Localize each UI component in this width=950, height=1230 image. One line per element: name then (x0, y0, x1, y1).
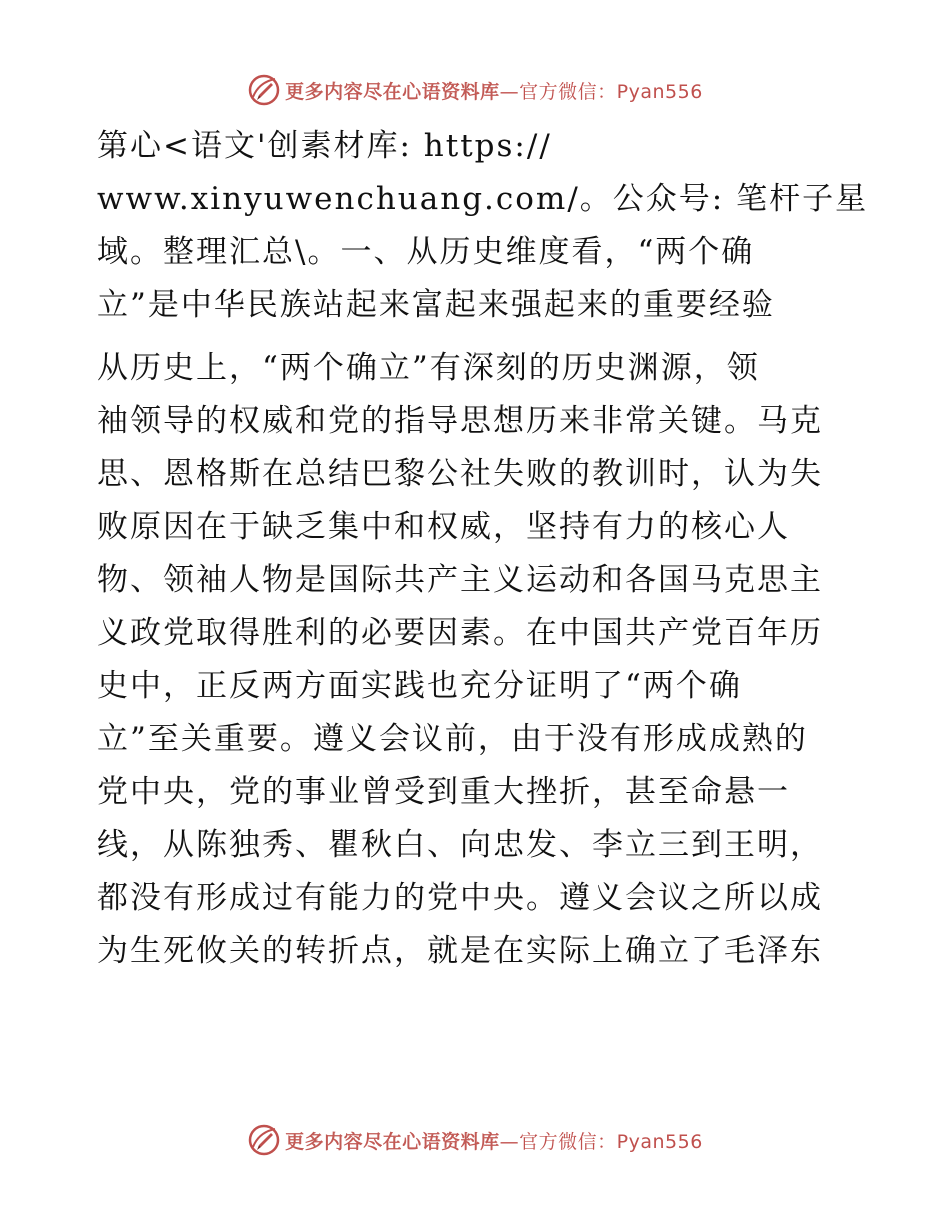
text-line: 物、领袖人物是国际共产主义运动和各国马克思主 (97, 562, 823, 598)
footer-watermark-text: 更多内容尽在心语资料库—官方微信：Pyan556 (285, 1130, 703, 1153)
text-line: 思、恩格斯在总结巴黎公社失败的教训时，认为失 (97, 456, 823, 492)
header-watermark-text: 更多内容尽在心语资料库—官方微信：Pyan556 (285, 80, 703, 103)
text-line: 域。整理汇总\。一、从历史维度看，“两个确 (97, 234, 755, 270)
pen-logo-icon (247, 73, 281, 107)
text-line: 第心<语文'创素材库: https:// (97, 128, 552, 164)
text-line: www.xinyuwenchuang.com/。公众号: 笔杆子星 (97, 181, 869, 217)
paragraph-2 (97, 342, 857, 978)
text-line: 史中，正反两方面实践也充分证明了“两个确 (97, 668, 742, 704)
text-line: 从历史上，“两个确立”有深刻的历史渊源，领 (97, 350, 760, 386)
text-line: 党中央，党的事业曾受到重大挫折，甚至命悬一 (97, 774, 790, 810)
footer-watermark-banner (0, 1120, 950, 1160)
header-watermark-banner (0, 70, 950, 110)
paragraph-1 (97, 120, 869, 332)
text-line: 袖领导的权威和党的指导思想历来非常关键。马克 (97, 403, 823, 439)
document-body (97, 120, 869, 978)
text-line: 都没有形成过有能力的党中央。遵义会议之所以成 (97, 880, 823, 916)
pen-logo-icon (247, 1123, 281, 1157)
text-line: 线，从陈独秀、瞿秋白、向忠发、李立三到王明， (97, 827, 823, 863)
text-line: 为生死攸关的转折点，就是在实际上确立了毛泽东 (97, 933, 823, 969)
text-line: 败原因在于缺乏集中和权威，坚持有力的核心人 (97, 509, 790, 545)
text-line: 立”至关重要。遵义会议前，由于没有形成成熟的 (97, 721, 808, 757)
text-line: 立”是中华民族站起来富起来强起来的重要经验 (97, 287, 775, 323)
text-line: 义政党取得胜利的必要因素。在中国共产党百年历 (97, 615, 823, 651)
